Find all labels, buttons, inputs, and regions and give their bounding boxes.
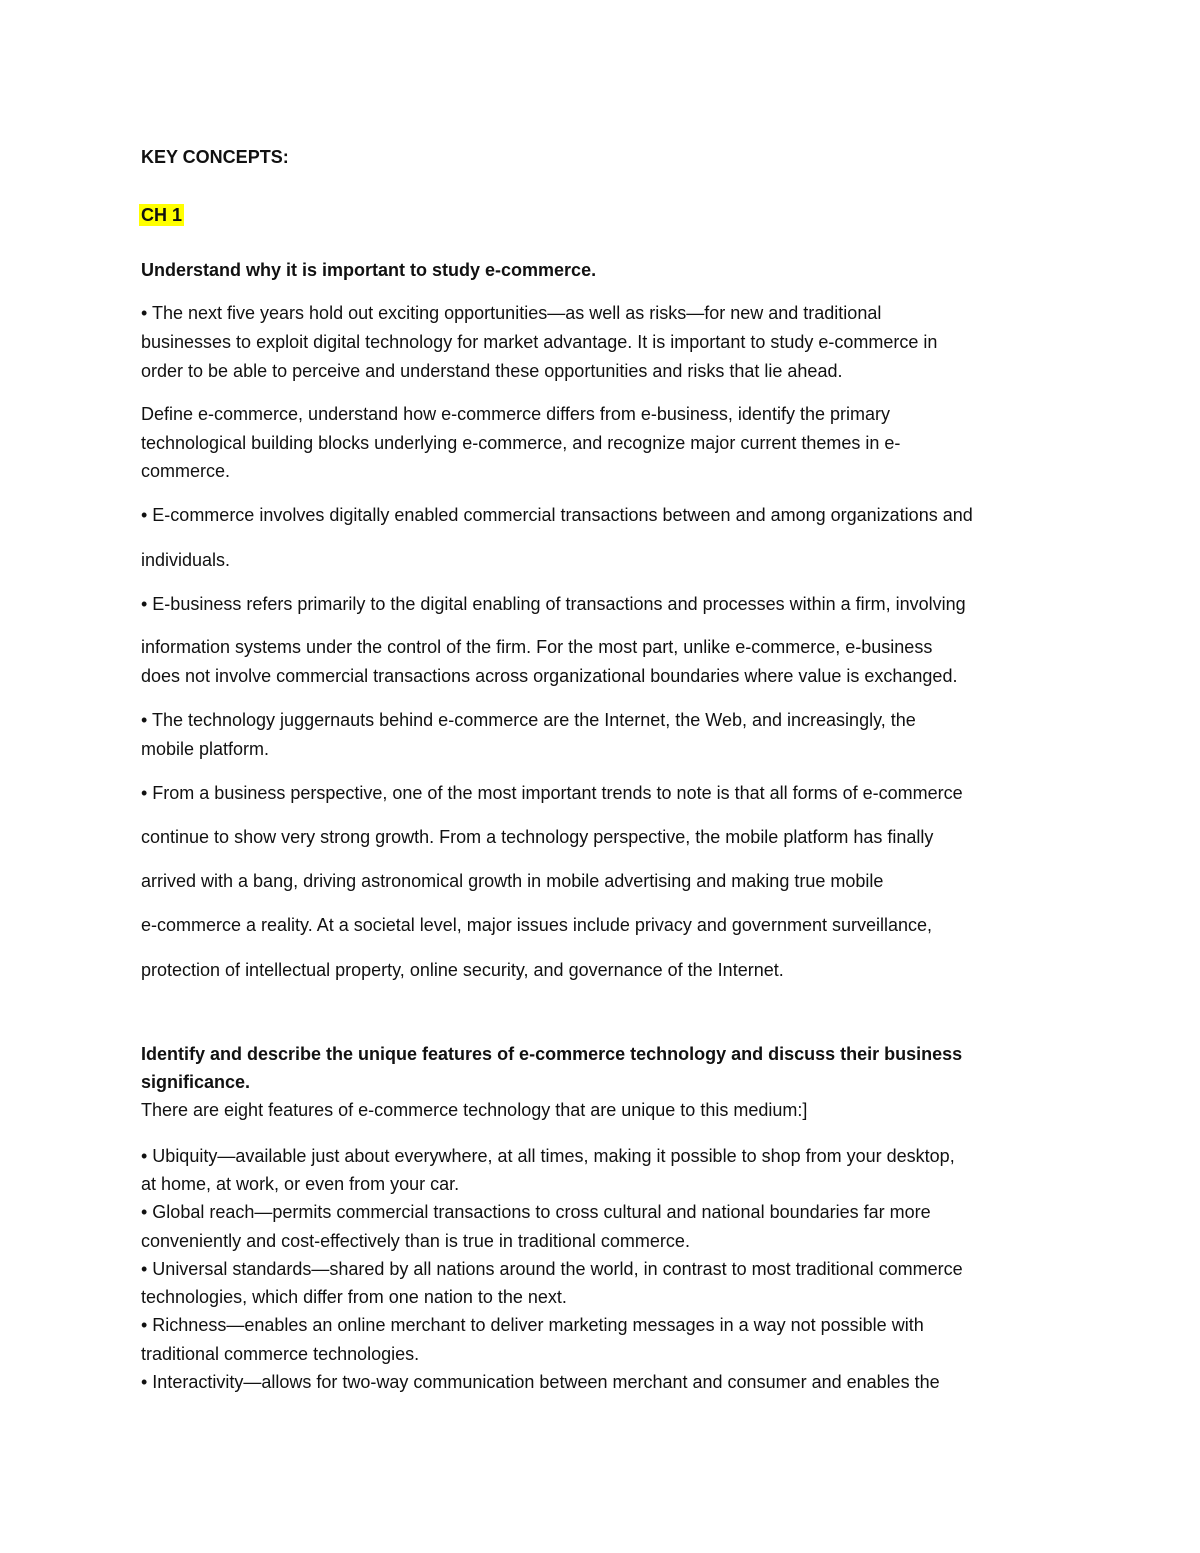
list-item: • Universal standards—shared by all nations around the world, in contrast to most traditional commerce xyxy=(141,1259,963,1279)
list-item: • Interactivity—allows for two-way communication between merchant and consumer and enables the xyxy=(141,1372,940,1392)
paragraph-line: commerce. xyxy=(141,461,231,481)
list-item: • Global reach—permits commercial transactions to cross cultural and national boundaries far more xyxy=(141,1202,931,1222)
paragraph-line: businesses to exploit digital technology for market advantage. It is important to study e-commerce in xyxy=(141,332,938,352)
paragraph-line: • E-commerce involves digitally enabled commercial transactions between and among organizations and xyxy=(141,505,973,525)
paragraph-line: • E-business refers primarily to the digital enabling of transactions and processes within a firm, involving xyxy=(141,594,966,614)
list-item: traditional commerce technologies. xyxy=(141,1344,420,1364)
paragraph-line: continue to show very strong growth. From a technology perspective, the mobile platform has finally xyxy=(141,827,934,847)
page-title: KEY CONCEPTS: xyxy=(141,147,289,167)
paragraph-line: arrived with a bang, driving astronomical growth in mobile advertising and making true mobile xyxy=(141,871,884,891)
chapter-label xyxy=(141,203,184,227)
paragraph-line: individuals. xyxy=(141,550,231,570)
paragraph-line: e-commerce a reality. At a societal level, major issues include privacy and government surveillance, xyxy=(141,915,933,935)
section1-heading: Understand why it is important to study e-commerce. xyxy=(141,260,597,280)
paragraph-line: There are eight features of e-commerce technology that are unique to this medium:] xyxy=(141,1100,808,1120)
paragraph-line: mobile platform. xyxy=(141,739,270,759)
paragraph-line: order to be able to perceive and understand these opportunities and risks that lie ahead. xyxy=(141,361,843,381)
paragraph-line: • The next five years hold out exciting opportunities—as well as risks—for new and traditional xyxy=(141,303,882,323)
paragraph-line: Define e-commerce, understand how e-commerce differs from e-business, identify the primary xyxy=(141,404,890,424)
chapter-highlight: CH 1 xyxy=(141,205,183,225)
list-item: technologies, which differ from one nation to the next. xyxy=(141,1287,567,1307)
paragraph-line: • The technology juggernauts behind e-commerce are the Internet, the Web, and increasingly, the xyxy=(141,710,916,730)
list-item: • Ubiquity—available just about everywhere, at all times, making it possible to shop from your desktop, xyxy=(141,1146,955,1166)
paragraph-line: technological building blocks underlying e-commerce, and recognize major current themes in e- xyxy=(141,433,901,453)
section2-heading: Identify and describe the unique features of e-commerce technology and discuss their business xyxy=(141,1044,963,1064)
paragraph-line: does not involve commercial transactions across organizational boundaries where value is exchanged. xyxy=(141,666,958,686)
list-item: at home, at work, or even from your car. xyxy=(141,1174,460,1194)
paragraph-line: protection of intellectual property, online security, and governance of the Internet. xyxy=(141,960,784,980)
paragraph-line: information systems under the control of the firm. For the most part, unlike e-commerce, e-business xyxy=(141,637,933,657)
list-item: • Richness—enables an online merchant to deliver marketing messages in a way not possible with xyxy=(141,1315,924,1335)
paragraph-line: • From a business perspective, one of the most important trends to note is that all forms of e-commerce xyxy=(141,783,963,803)
list-item: conveniently and cost-effectively than is true in traditional commerce. xyxy=(141,1231,690,1251)
section2-heading: significance. xyxy=(141,1072,251,1092)
